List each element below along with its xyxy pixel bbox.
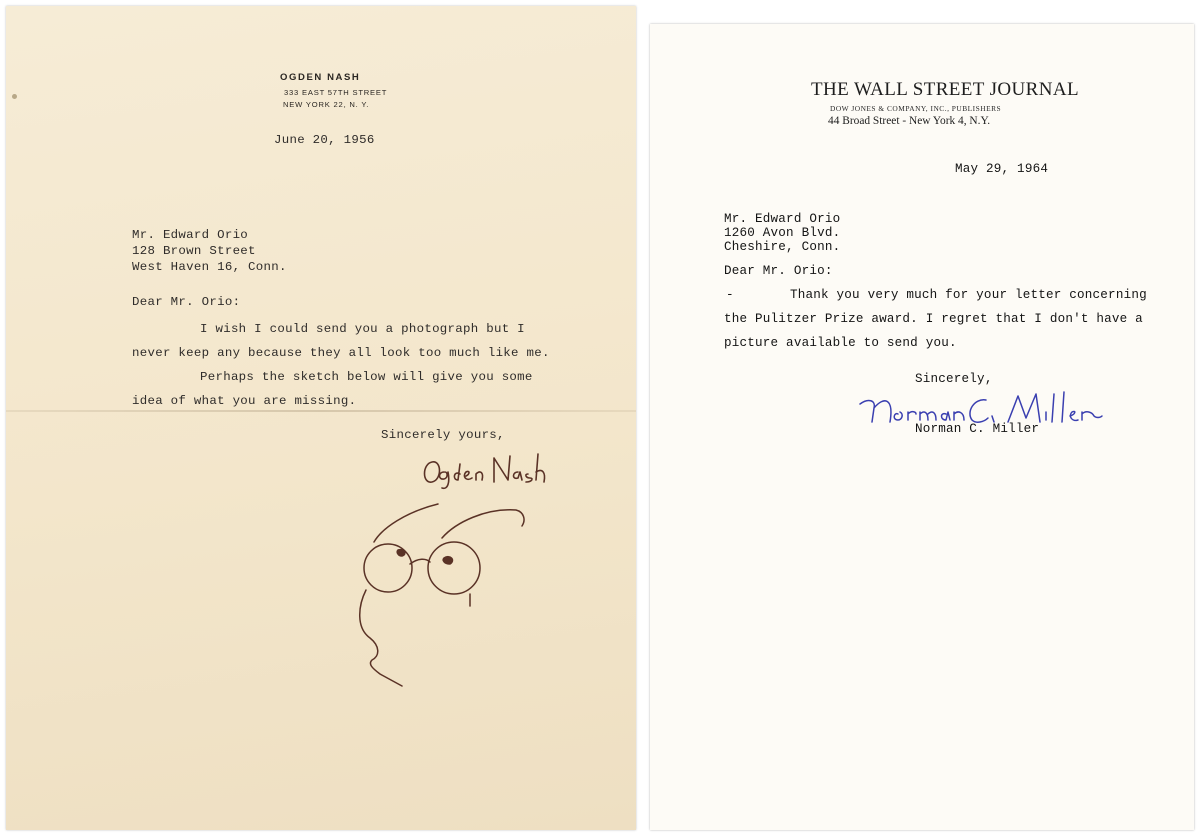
body-line: I wish I could send you a photograph but I bbox=[200, 322, 525, 336]
closing: Sincerely yours, bbox=[381, 428, 505, 442]
letterhead-name: THE WALL STREET JOURNAL bbox=[811, 79, 1079, 100]
letterhead-name: OGDEN NASH bbox=[280, 72, 361, 83]
recipient-street: 1260 Avon Blvd. bbox=[724, 226, 841, 240]
recipient-city: West Haven 16, Conn. bbox=[132, 260, 287, 274]
recipient-name: Mr. Edward Orio bbox=[132, 228, 249, 242]
typed-name: Norman C. Miller bbox=[915, 422, 1040, 436]
body-line: never keep any because they all look too much like me. bbox=[132, 346, 550, 360]
letter-wall-street-journal bbox=[650, 24, 1194, 830]
salutation: Dear Mr. Orio: bbox=[724, 264, 833, 278]
body-line: Perhaps the sketch below will give you some bbox=[200, 370, 533, 384]
body-line: picture available to send you. bbox=[724, 336, 957, 350]
letter-date: May 29, 1964 bbox=[955, 162, 1049, 176]
letter-date: June 20, 1956 bbox=[274, 133, 375, 147]
body-line: idea of what you are missing. bbox=[132, 394, 357, 408]
recipient-street: 128 Brown Street bbox=[132, 244, 256, 258]
paragraph-marker: - bbox=[726, 288, 734, 302]
recipient-name: Mr. Edward Orio bbox=[724, 212, 841, 226]
letterhead-address: 44 Broad Street - New York 4, N.Y. bbox=[828, 115, 991, 127]
letterhead-publisher: DOW JONES & COMPANY, INC., PUBLISHERS bbox=[830, 104, 1002, 113]
handwritten-signature bbox=[418, 444, 558, 494]
spectacles-sketch bbox=[346, 498, 546, 698]
body-line: the Pulitzer Prize award. I regret that I don't have a bbox=[724, 312, 1143, 326]
letter-ogden-nash bbox=[6, 6, 636, 830]
body-line: Thank you very much for your letter concerning bbox=[790, 288, 1147, 302]
letterhead-address-line2: NEW YORK 22, N. Y. bbox=[283, 100, 370, 109]
letterhead-address-line1: 333 EAST 57TH STREET bbox=[284, 88, 388, 97]
recipient-city: Cheshire, Conn. bbox=[724, 240, 841, 254]
salutation: Dear Mr. Orio: bbox=[132, 295, 241, 309]
closing: Sincerely, bbox=[915, 372, 993, 386]
